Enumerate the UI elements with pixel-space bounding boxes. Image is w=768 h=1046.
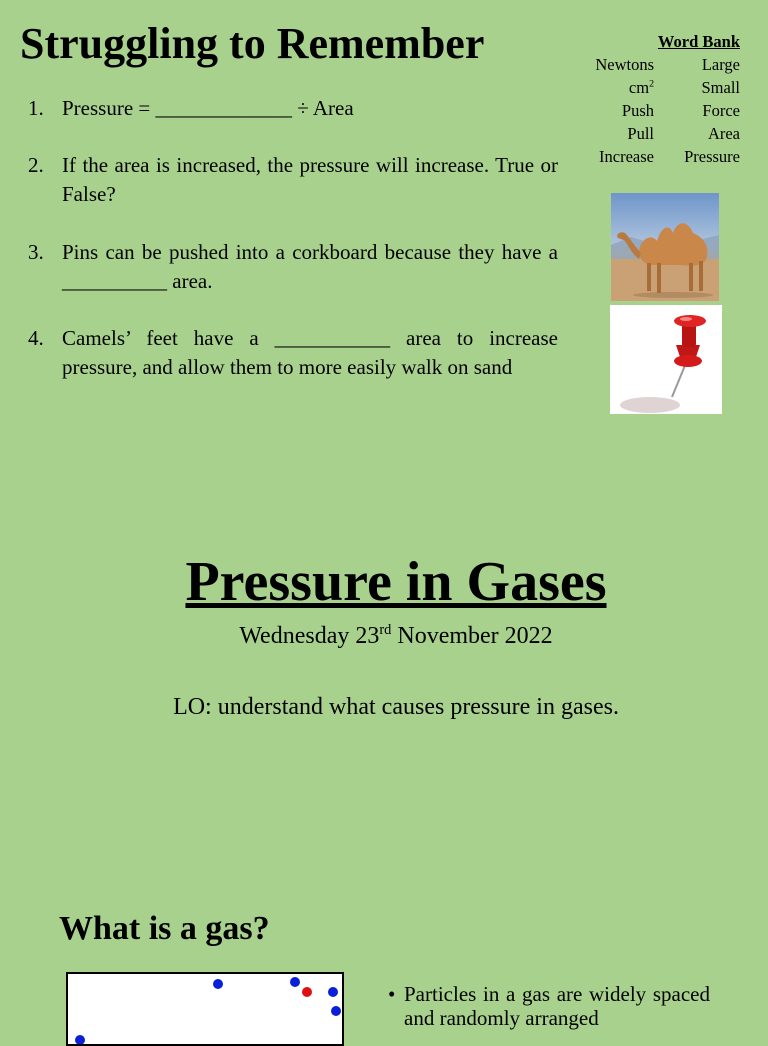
question-text: If the area is increased, the pressure will increase. True or False? [62, 153, 558, 206]
word-bank [582, 30, 740, 168]
word-bank-grid [582, 53, 740, 168]
lesson-date: Wednesday 23rd November 2022 [239, 622, 553, 649]
question-item [28, 238, 558, 296]
gas-particles-diagram [66, 972, 344, 1046]
push-pin-image [610, 305, 722, 414]
gas-particle-blue [75, 1035, 85, 1044]
bullet-item [388, 982, 710, 1030]
bullet-text: Particles in a gas are widely spaced and randomly arranged [404, 982, 710, 1030]
word-bank-word: Increase [599, 147, 654, 166]
question-number: 1. [28, 96, 44, 120]
camel-image [611, 193, 719, 301]
word-bank-word: Area [707, 124, 740, 143]
word-bank-word: Large [701, 55, 740, 74]
word-bank-word: Newtons [595, 55, 654, 74]
slide1-title: Struggling to Remember [20, 19, 485, 68]
slide3-title: What is a gas? [59, 910, 270, 947]
bullet-marker: • [388, 982, 396, 1006]
gas-particle-blue [328, 987, 338, 997]
question-item [28, 94, 558, 123]
question-text: Camels’ feet have a ___________ area to increase pressure, and allow them to more easily walk on sand [62, 326, 558, 379]
gas-particle-blue [290, 977, 300, 987]
question-text: Pressure = _____________ ÷ Area [62, 96, 354, 120]
question-number: 3. [28, 240, 44, 264]
word-bank-word: Push [621, 101, 654, 120]
gas-bullet-list [388, 982, 710, 1030]
slide2-title: Pressure in Gases [185, 551, 607, 613]
question-item [28, 324, 558, 382]
word-bank-title: Word Bank [657, 32, 740, 51]
gas-particle-red [302, 987, 312, 997]
question-list [28, 94, 558, 382]
question-number: 2. [28, 153, 44, 177]
gas-particle-blue [213, 979, 223, 989]
question-item [28, 151, 558, 209]
learning-objective: LO: understand what causes pressure in gases. [173, 694, 619, 720]
word-bank-word: Force [702, 101, 740, 120]
word-bank-word-cm2: $cm^2$ [628, 78, 654, 97]
word-bank-word: Pull [627, 124, 654, 143]
gas-particle-blue [331, 1006, 341, 1016]
question-number: 4. [28, 326, 44, 350]
question-text: Pins can be pushed into a corkboard because they have a __________ area. [62, 240, 558, 293]
word-bank-word: Small [701, 78, 740, 97]
word-bank-word: Pressure [684, 147, 740, 166]
